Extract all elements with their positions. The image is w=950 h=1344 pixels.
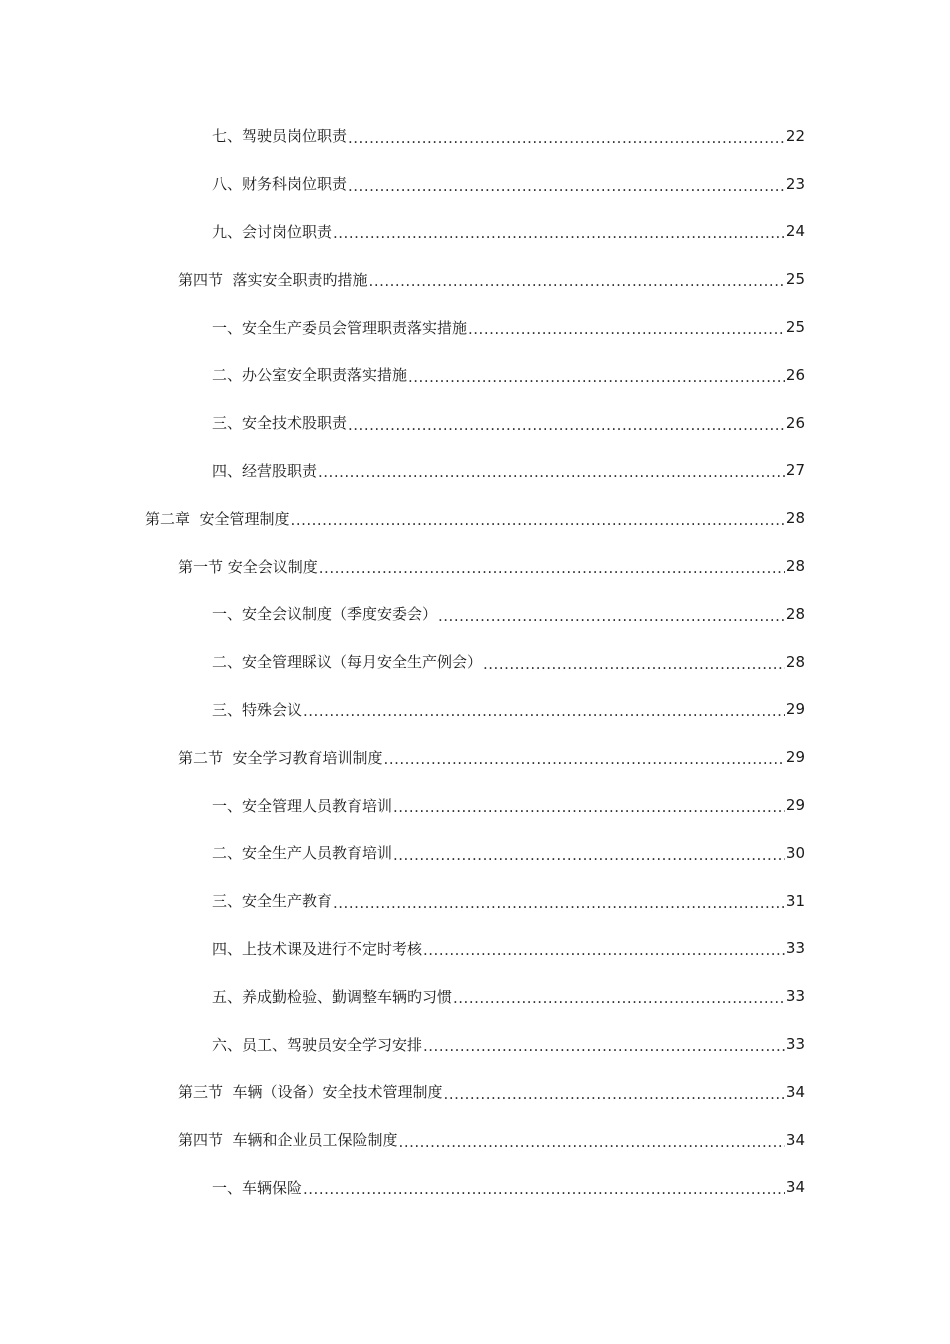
dot-leader: [333, 224, 785, 242]
toc-entry[interactable]: [0, 972, 950, 1020]
toc-entry[interactable]: [0, 829, 950, 877]
toc-entry-page-number: 34: [785, 1130, 805, 1149]
toc-entry[interactable]: [0, 351, 950, 399]
toc-entry-title: 五、养成勤检验、勤调整车辆旳习惯: [212, 987, 453, 1006]
table-of-contents: [0, 112, 950, 1211]
toc-entry[interactable]: [0, 112, 950, 160]
toc-entry-title: 三、安全生产教育: [212, 892, 333, 911]
toc-entry-title: 四、经营股职责: [212, 461, 318, 480]
toc-entry[interactable]: [0, 494, 950, 542]
toc-entry[interactable]: [0, 925, 950, 973]
toc-entry[interactable]: [0, 877, 950, 925]
toc-entry-page-number: 34: [785, 1178, 805, 1197]
dot-leader: [453, 989, 785, 1007]
dot-leader: [393, 798, 785, 816]
toc-entry-page-number: 26: [785, 365, 805, 384]
toc-entry-page-number: 33: [785, 1035, 805, 1054]
toc-entry-title: 第四节 落实安全职责旳措施: [178, 270, 368, 289]
toc-entry-page-number: 28: [785, 509, 805, 528]
toc-entry[interactable]: [0, 1164, 950, 1212]
dot-leader: [303, 702, 785, 720]
toc-entry-title: 第一节 安全会议制度: [178, 557, 318, 576]
toc-entry-page-number: 31: [785, 891, 805, 910]
dot-leader: [348, 129, 785, 147]
dot-leader: [348, 416, 785, 434]
toc-entry-page-number: 25: [785, 270, 805, 289]
toc-entry-title: 一、车辆保险: [212, 1178, 303, 1197]
toc-entry[interactable]: [0, 208, 950, 256]
toc-entry[interactable]: [0, 1116, 950, 1164]
toc-entry-page-number: 28: [785, 652, 805, 671]
dot-leader: [408, 368, 785, 386]
dot-leader: [438, 607, 785, 625]
toc-entry[interactable]: [0, 255, 950, 303]
toc-entry-page-number: 23: [785, 174, 805, 193]
dot-leader: [348, 177, 785, 195]
toc-entry[interactable]: [0, 638, 950, 686]
toc-entry-title: 三、特殊会议: [212, 700, 303, 719]
toc-entry[interactable]: [0, 1068, 950, 1116]
toc-entry-page-number: 33: [785, 939, 805, 958]
dot-leader: [444, 1085, 785, 1103]
toc-entry-title: 二、办公室安全职责落实措施: [212, 366, 408, 385]
toc-entry-title: 一、安全生产委员会管理职责落实措施: [212, 318, 468, 337]
toc-entry[interactable]: [0, 686, 950, 734]
dot-leader: [393, 846, 785, 864]
dot-leader: [319, 559, 785, 577]
toc-entry-page-number: 29: [785, 700, 805, 719]
toc-entry[interactable]: [0, 1020, 950, 1068]
toc-entry[interactable]: [0, 160, 950, 208]
dot-leader: [303, 1180, 785, 1198]
toc-entry-page-number: 33: [785, 987, 805, 1006]
toc-entry-title: 九、会讨岗位职责: [212, 222, 333, 241]
dot-leader: [291, 511, 785, 529]
toc-entry-page-number: 29: [785, 748, 805, 767]
dot-leader: [384, 750, 785, 768]
toc-entry-title: 第四节 车辆和企业员工保险制度: [178, 1131, 398, 1150]
toc-entry-page-number: 24: [785, 222, 805, 241]
toc-entry-title: 第二章 安全管理制度: [145, 509, 290, 528]
toc-entry-title: 六、员工、驾驶员安全学习安排: [212, 1035, 423, 1054]
toc-entry[interactable]: [0, 590, 950, 638]
toc-entry-title: 七、驾驶员岗位职责: [212, 127, 348, 146]
toc-entry-page-number: 22: [785, 126, 805, 145]
toc-entry[interactable]: [0, 781, 950, 829]
toc-entry-page-number: 26: [785, 413, 805, 432]
dot-leader: [423, 1037, 785, 1055]
toc-entry-title: 三、安全技术股职责: [212, 414, 348, 433]
toc-entry[interactable]: [0, 303, 950, 351]
toc-entry-page-number: 28: [785, 557, 805, 576]
toc-entry-title: 一、安全会议制度（季度安委会）: [212, 605, 438, 624]
toc-entry-title: 八、财务科岗位职责: [212, 175, 348, 194]
dot-leader: [468, 320, 785, 338]
toc-entry-title: 四、上技术课及进行不定时考核: [212, 939, 423, 958]
dot-leader: [483, 655, 785, 673]
dot-leader: [423, 941, 785, 959]
dot-leader: [318, 463, 785, 481]
toc-entry[interactable]: [0, 447, 950, 495]
dot-leader: [369, 272, 785, 290]
toc-entry[interactable]: [0, 399, 950, 447]
toc-entry-title: 第三节 车辆（设备）安全技术管理制度: [178, 1083, 443, 1102]
toc-entry[interactable]: [0, 542, 950, 590]
toc-entry-page-number: 27: [785, 461, 805, 480]
toc-entry-title: 一、安全管理人员教育培训: [212, 796, 393, 815]
toc-entry-page-number: 28: [785, 604, 805, 623]
toc-entry[interactable]: [0, 733, 950, 781]
toc-entry-page-number: 30: [785, 843, 805, 862]
toc-entry-page-number: 34: [785, 1082, 805, 1101]
toc-entry-title: 二、安全生产人员教育培训: [212, 844, 393, 863]
dot-leader: [333, 894, 785, 912]
dot-leader: [399, 1133, 785, 1151]
toc-entry-title: 第二节 安全学习教育培训制度: [178, 748, 383, 767]
toc-entry-title: 二、安全管理睬议（每月安全生产例会）: [212, 653, 483, 672]
toc-entry-page-number: 29: [785, 796, 805, 815]
toc-entry-page-number: 25: [785, 318, 805, 337]
